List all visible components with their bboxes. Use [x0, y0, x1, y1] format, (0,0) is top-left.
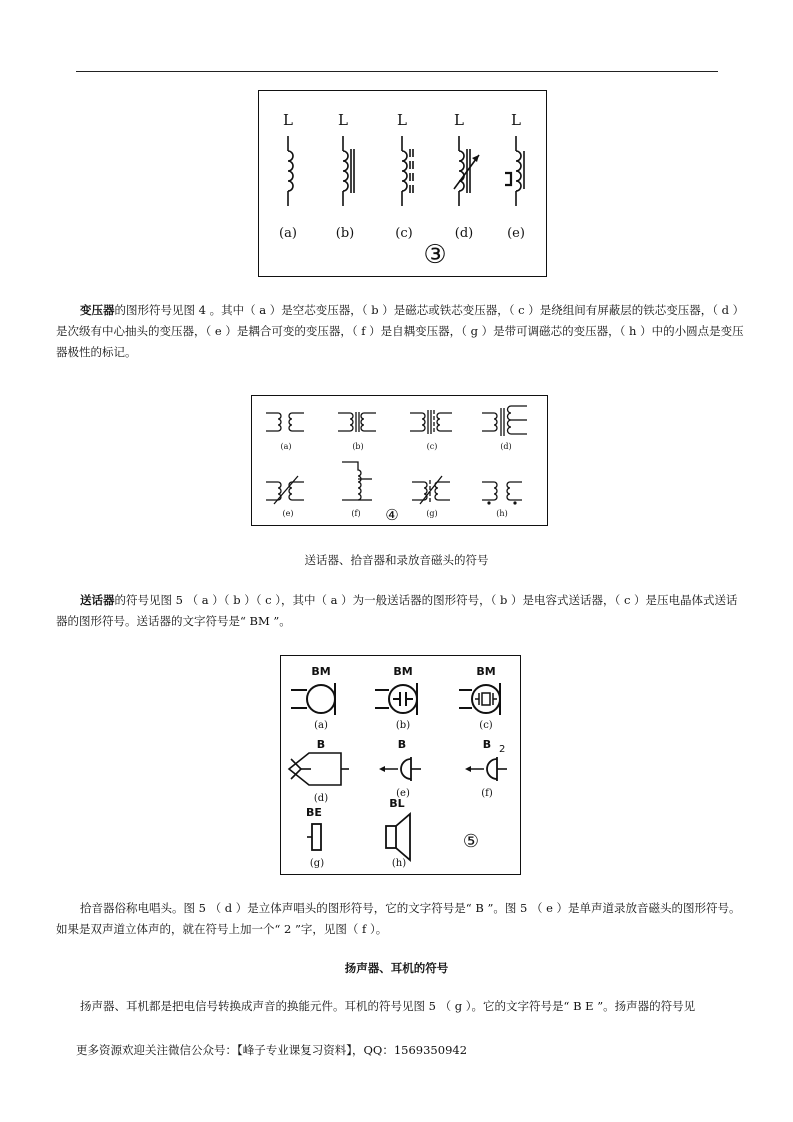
fig5-caption-a: (a) [314, 720, 328, 731]
fig5-caption-b: (b) [395, 720, 411, 731]
fig3-label-b: L [338, 111, 348, 129]
fig4-caption-b: (b) [352, 442, 364, 451]
fig3-caption-d: (d) [454, 226, 474, 241]
fig3-number: ③ [423, 240, 447, 270]
figure-4-transformers [251, 395, 548, 526]
fig4-caption-a: (a) [280, 442, 292, 451]
fig4-caption-c: (c) [426, 442, 438, 451]
fig3-caption-e: (e) [507, 226, 525, 241]
fig5-label-e: B [397, 738, 407, 751]
fig5-label-g: BE [306, 806, 322, 819]
fig5-label-d: B [316, 738, 326, 751]
fig4-caption-h: (h) [496, 509, 508, 518]
term-microphone: 送话器 [80, 593, 115, 607]
paragraph-speaker: 扬声器、耳机都是把电信号转换成声音的换能元件。耳机的符号见图 5 （ g ）。它的文字符号是“ B E ”。扬声器的符号见 [80, 999, 696, 1013]
figure-3-drawing [259, 91, 548, 278]
figure-3-inductors [258, 90, 547, 277]
heading-microphone-symbols: 送话器、拾音器和录放音磁头的符号 [304, 553, 489, 567]
fig5-caption-h: (h) [391, 858, 407, 869]
header-rule [76, 71, 718, 72]
fig4-caption-g: (g) [426, 509, 438, 518]
figure-5-transducers [280, 655, 521, 875]
fig4-caption-e: (e) [282, 509, 294, 518]
fig3-label-e: L [511, 111, 521, 129]
fig5-label-h: BL [389, 797, 405, 810]
fig3-label-a: L [283, 111, 293, 129]
fig5-caption-e: (e) [396, 788, 410, 799]
fig5-stereo-sup: 2 [499, 744, 506, 755]
figure-4-drawing [252, 396, 549, 527]
paragraph-transformer [56, 300, 746, 363]
text-microphone: 的符号见图 5 （ a ）（ b ）（ c ），其中（ a ）为一般送话器的图形符号，（ b ）是电容式送话器，（ c ）是压电晶体式送话器的图形符号。送话器的文字符号是“ BM ”。 [56, 593, 738, 628]
fig5-label-f: B [482, 738, 492, 751]
fig3-label-c: L [397, 111, 407, 129]
fig5-number: ⑤ [462, 831, 480, 852]
paragraph-microphone [56, 590, 746, 632]
figure-5-drawing [281, 656, 522, 876]
fig5-label-c: BM [476, 665, 496, 678]
fig3-caption-a: (a) [279, 226, 297, 241]
heading-speaker-symbols: 扬声器、耳机的符号 [344, 961, 449, 975]
fig5-caption-d: (d) [313, 793, 329, 804]
fig4-caption-d: (d) [500, 442, 512, 451]
term-transformer: 变压器 [80, 303, 115, 317]
fig5-label-a: BM [311, 665, 331, 678]
fig4-number: ④ [385, 506, 399, 524]
fig5-label-b: BM [393, 665, 413, 678]
fig3-caption-b: (b) [335, 226, 355, 241]
fig5-caption-g: (g) [309, 858, 325, 869]
paragraph-pickup: 拾音器俗称电唱头。图 5 （ d ）是立体声唱头的图形符号，它的文字符号是“ B ”。图 5 （ e ）是单声道录放音磁头的图形符号。如果是双声道立体声的，就在符号上加一个“ 2 ”字，见图（ f ）。 [56, 901, 741, 936]
fig4-caption-f: (f) [351, 509, 361, 518]
fig5-caption-f: (f) [481, 788, 493, 799]
fig3-label-d: L [454, 111, 464, 129]
fig5-caption-c: (c) [479, 720, 493, 731]
footer-note: 更多资源欢迎关注微信公众号：【峰子专业课复习资料】，QQ：1569350942 [76, 1043, 468, 1057]
text-transformer: 的图形符号见图 4 。其中（ a ）是空芯变压器，（ b ）是磁芯或铁芯变压器，（ c ）是绕组间有屏蔽层的铁芯变压器，（ d ）是次级有中心抽头的变压器，（ e ）是耦合可变的变压器，（ f ）是自耦变压器，（ g ）是带可调磁芯的变压器，（ h ）中的小圆点是变压器极性的标记。 [56, 303, 745, 359]
fig3-caption-c: (c) [395, 226, 413, 241]
